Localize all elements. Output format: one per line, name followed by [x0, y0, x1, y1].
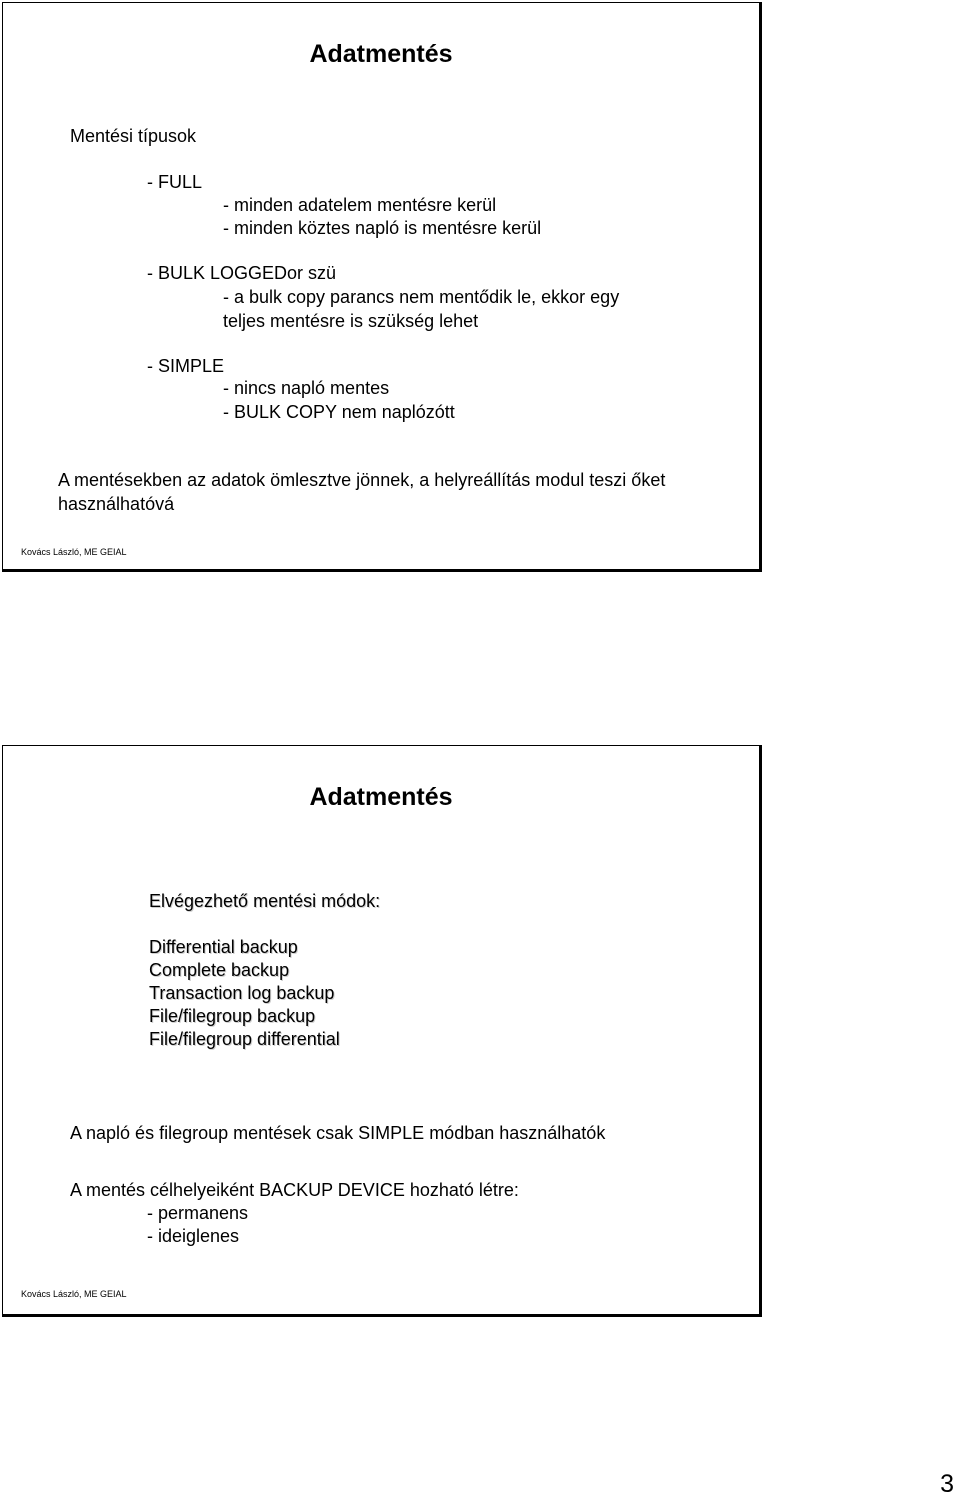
- slide-1: [2, 2, 762, 572]
- note-line: A mentés célhelyeiként BACKUP DEVICE hozható létre:: [70, 1180, 519, 1200]
- list-subitem: - a bulk copy parancs nem mentődik le, ekkor egy: [223, 287, 620, 307]
- device-type-item: - ideiglenes: [147, 1226, 240, 1246]
- list-item-simple: - SIMPLE: [147, 356, 225, 376]
- page-number: 3: [940, 1470, 954, 1498]
- slide-footer: Kovács László, ME GEIAL: [21, 1289, 127, 1299]
- list-subitem: teljes mentésre is szükség lehet: [223, 311, 479, 331]
- slide-2: [2, 745, 762, 1317]
- list-subitem: - nincs napló mentes: [223, 378, 390, 398]
- list-subitem: - minden adatelem mentésre kerül: [223, 195, 497, 215]
- mode-item: Complete backup: [149, 960, 290, 980]
- mode-item: File/filegroup differential: [149, 1029, 340, 1049]
- list-subitem: - minden köztes napló is mentésre kerül: [223, 218, 542, 238]
- mode-item: File/filegroup backup: [149, 1006, 316, 1026]
- slide-title: Adatmentés: [309, 40, 453, 68]
- note-line: A mentésekben az adatok ömlesztve jönnek, a helyreállítás modul teszi őket: [58, 470, 666, 490]
- subtitle: Mentési típusok: [70, 126, 197, 146]
- mode-item: Differential backup: [149, 937, 298, 957]
- note-line: használhatóvá: [58, 494, 175, 514]
- list-subitem: - BULK COPY nem naplózótt: [223, 402, 455, 422]
- slide-title: Adatmentés: [309, 783, 453, 811]
- modes-heading: Elvégezhető mentési módok:: [149, 891, 381, 911]
- device-type-item: - permanens: [147, 1203, 249, 1223]
- list-item-bulk: - BULK LOGGEDor szü: [147, 263, 337, 283]
- note-line: A napló és filegroup mentések csak SIMPLE módban használhatók: [70, 1123, 606, 1143]
- mode-item: Transaction log backup: [149, 983, 335, 1003]
- list-item-full: - FULL: [147, 172, 203, 192]
- slide-footer: Kovács László, ME GEIAL: [21, 547, 127, 557]
